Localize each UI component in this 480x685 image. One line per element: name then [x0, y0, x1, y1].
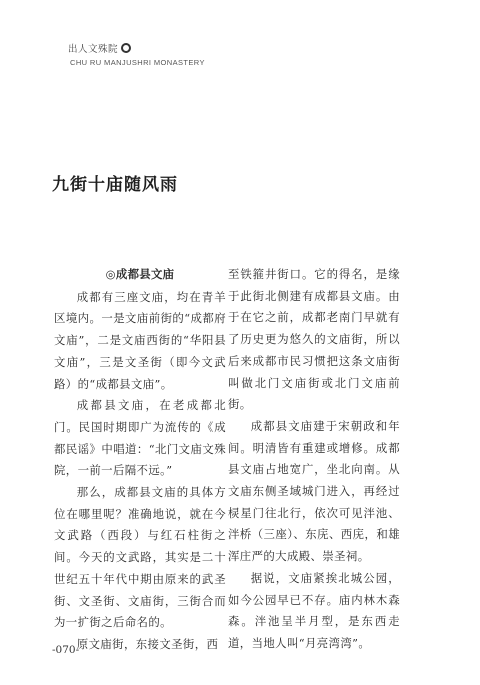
series-title-en: CHU RU MANJUSHRI MONASTERY	[70, 58, 205, 67]
paragraph: 成都县文庙建于宋朝政和年间。明清皆有重建或增修。成都县文庙占地宽广，坐北向南。从文庙东侧圣域城门进入，再经过棂星门往北行，依次可见泮池、泮桥（三座）、东庑、西庑，和雄浑庄严的大成殿、崇圣祠。	[228, 418, 400, 564]
paragraph: 原文庙街，东接文圣街，西	[76, 636, 219, 651]
series-title-cn-text: 出人文殊院	[68, 44, 119, 55]
chapter-title: 九街十庙随风雨	[52, 175, 178, 195]
page-number: -070-	[52, 644, 80, 656]
left-column	[54, 264, 226, 656]
right-column	[228, 264, 400, 655]
circle-ornament-icon	[121, 43, 131, 53]
running-header	[68, 41, 205, 67]
section-heading: ◎成都县文庙	[105, 267, 175, 281]
paragraph: 成都县文庙，在老成都北门。民国时期即广为流传的《成都民谣》中唱道：“北门文庙文殊院，一前一后隔不远。”	[54, 398, 226, 478]
paragraph: 那么，成都县文庙的具体方位在哪里呢？准确地说，就在今文武路（西段）与红石柱街之间。今天的文武路，其实是二十世纪五十年代中期由原来的武圣街、文圣街、文庙街，三街合而为一扩街之后命名的。	[54, 485, 226, 630]
paragraph: 成都有三座文庙，均在青羊区境内。一是文庙前街的“成都府文庙”，二是文庙西街的“华阳县文庙”，三是文圣街（即今文武路）的“成都县文庙”。	[54, 289, 226, 391]
paragraph: 至铁箍井街口。它的得名，是缘于此街北侧建有成都县文庙。由于在它之前，成都老南门早就有了历史更为悠久的文庙街，所以后来成都市民习惯把这条文庙街叫做北门文庙街或北门文庙前街。	[228, 267, 400, 412]
series-title-cn	[68, 41, 205, 55]
paragraph: 据说，文庙紧挨北城公园，如今公园早已不存。庙内林木森森。泮池呈半月型，是东西走道，当地人叫“月亮湾湾”。	[228, 570, 400, 650]
